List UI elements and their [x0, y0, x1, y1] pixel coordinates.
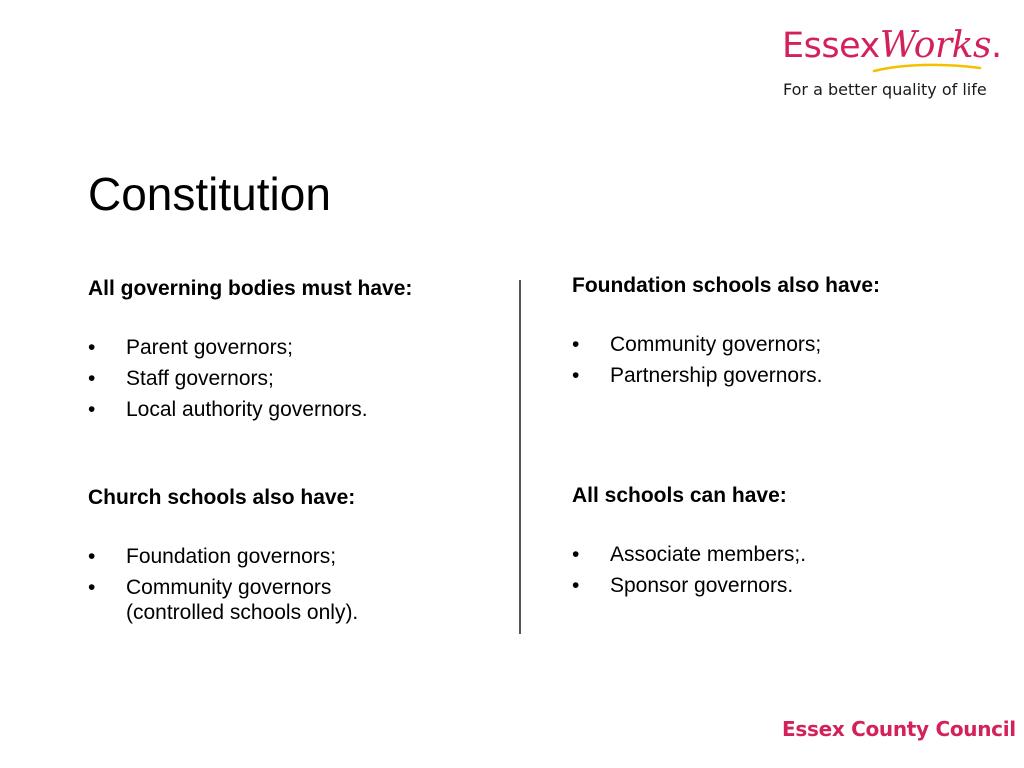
logo-essex-text: Essex [782, 26, 880, 66]
left-column [88, 274, 508, 625]
bullet-list-all-governing-bodies [88, 332, 508, 425]
list-item [88, 363, 508, 394]
list-item [572, 329, 992, 360]
bullet-icon: • [88, 398, 96, 421]
list-item-text: Staff governors; [126, 367, 274, 390]
section-heading-all-governing-bodies: All governing bodies must have: [88, 277, 413, 300]
section-heading-foundation-schools: Foundation schools also have: [572, 274, 881, 297]
logo-swoosh-path [874, 65, 980, 71]
logo-dot: . [990, 26, 1002, 66]
council-name: Essex County Council [782, 717, 1016, 741]
bullet-icon: • [572, 574, 580, 597]
logo-tagline: For a better quality of life [783, 80, 987, 99]
bullet-list-all-schools [572, 539, 992, 601]
section-spacer [88, 425, 508, 483]
bullet-icon: • [572, 364, 580, 387]
right-column [572, 271, 992, 601]
bullet-icon: • [88, 367, 96, 390]
list-item [572, 360, 992, 391]
bullet-icon: • [572, 333, 580, 356]
section-heading-all-schools: All schools can have: [572, 484, 787, 507]
bullet-icon: • [88, 545, 96, 568]
list-item-text: Sponsor governors. [610, 574, 794, 597]
logo-swoosh-icon [872, 62, 982, 76]
list-item-text: Parent governors; [126, 336, 293, 359]
section-heading-church-schools: Church schools also have: [88, 486, 356, 509]
bullet-icon: • [88, 576, 96, 599]
list-item [88, 541, 508, 572]
list-item [88, 394, 508, 425]
list-item-text: Community governors; [610, 333, 822, 356]
bullet-icon: • [88, 336, 96, 359]
section-spacer [572, 391, 992, 481]
list-item [572, 539, 992, 570]
column-divider [519, 280, 521, 634]
list-item [88, 572, 426, 625]
slide-title: Constitution [88, 168, 331, 220]
list-item [88, 332, 508, 363]
essexworks-logo [782, 22, 1002, 102]
list-item-text: Local authority governors. [126, 398, 368, 421]
list-item-text: Partnership governors. [610, 364, 823, 387]
logo-works-text: Works [879, 25, 991, 66]
list-item [572, 570, 992, 601]
list-item-text: Foundation governors; [126, 545, 337, 568]
list-item-text: Associate members;. [610, 543, 807, 566]
list-item-text: Community governors (controlled schools only). [126, 576, 359, 624]
bullet-icon: • [572, 543, 580, 566]
bullet-list-foundation-schools [572, 329, 992, 391]
bullet-list-church-schools [88, 541, 508, 625]
